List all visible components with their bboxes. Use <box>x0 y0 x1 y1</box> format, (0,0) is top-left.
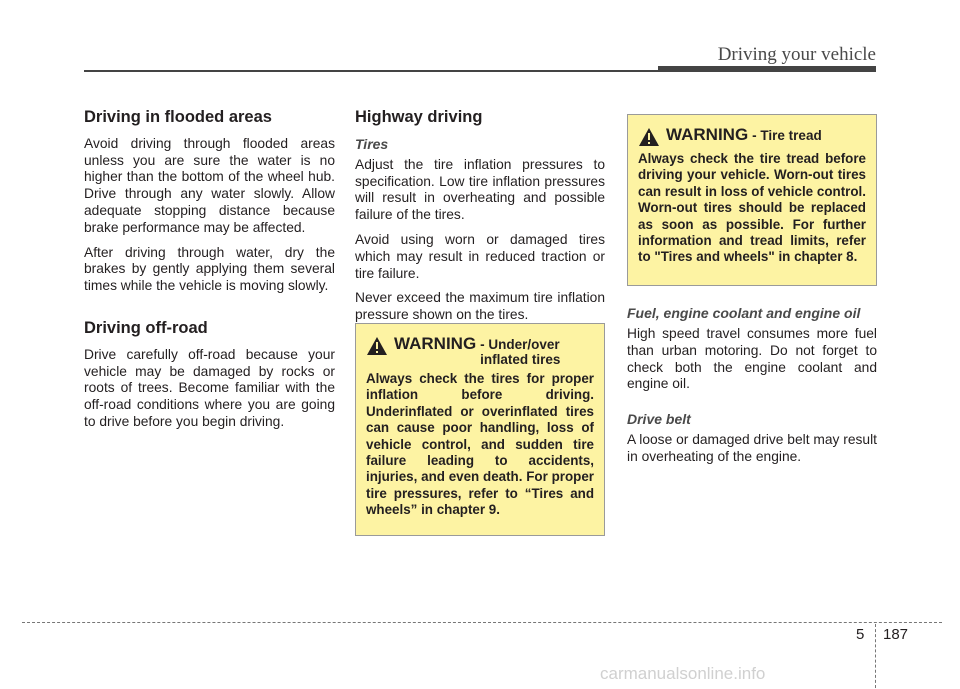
warning-box-tread <box>627 114 877 286</box>
heading-offroad: Driving off-road <box>84 318 208 337</box>
paragraph-fuel: High speed travel consumes more fuel than urban motoring. Do not forget to check both the engine coolant and engine oil. <box>627 326 877 392</box>
chapter-number: 5 <box>856 626 865 643</box>
warning-body: Always check the tires for proper inflation before driving. Underinflated or overinflated tires can cause poor handling, loss of vehicle control, and sudden tire failure leading to accidents, injuries, and even death. For proper tire pressures, refer to “Tires and wheels” in chapter 9. <box>366 371 594 518</box>
section-title: Driving your vehicle <box>717 44 876 65</box>
column-left <box>84 108 335 439</box>
column-middle <box>355 108 605 332</box>
header-rule <box>84 70 660 72</box>
paragraph-tires-1: Adjust the tire inflation pressures to specification. Low tire inflation pressures will result in overheating and possible failure of the tires. <box>355 156 605 223</box>
paragraph-drive-belt: A loose or damaged drive belt may result in overheating of the engine. <box>627 432 878 464</box>
warning-triangle-icon <box>638 127 660 147</box>
page-number: 187 <box>883 626 909 643</box>
paragraph-tires-2: Avoid using worn or damaged tires which may result in reduced traction or tire failure. <box>355 231 605 281</box>
heading-flooded: Driving in flooded areas <box>84 108 272 126</box>
footer-separator <box>875 624 876 688</box>
warning-label: WARNING <box>394 334 477 353</box>
paragraph-flooded-2: After driving through water, dry the brakes by gently applying them several times while the vehicle is moving slowly. <box>84 244 335 294</box>
warning-subtitle: - Under/over inflated tires <box>480 337 561 367</box>
paragraph-tires-3: Never exceed the maximum tire inflation pressure shown on the tires. <box>355 290 605 323</box>
subheading-fuel: Fuel, engine coolant and engine oil <box>627 305 861 321</box>
subheading-tires: Tires <box>355 135 389 152</box>
column-right <box>627 305 877 474</box>
warning-body: Always check the tire tread before driving your vehicle. Worn-out tires can result in loss of vehicle control. Worn-out tires should be replaced as soon as possible. For further information and tread limits, refer to "Tires and wheels" in chapter 8. <box>638 151 866 265</box>
warning-box-inflation <box>355 323 605 536</box>
paragraph-flooded-1: Avoid driving through flooded areas unless you are sure the water is no higher than the bottom of the wheel hub. Drive through any water slowly. Allow adequate stopping distance because brake performance may be affected. <box>84 135 335 235</box>
paragraph-offroad: Drive carefully off-road because your vehicle may be damaged by rocks or roots of trees. Become familiar with the off-road conditions where you are going to drive before you begin driving. <box>84 346 335 429</box>
warning-label: WARNING <box>666 125 749 144</box>
header-rule-accent <box>658 66 876 72</box>
subheading-drive-belt: Drive belt <box>627 411 691 428</box>
footer-divider <box>22 622 942 623</box>
heading-highway: Highway driving <box>355 108 483 126</box>
warning-subtitle: - Tire tread <box>752 128 822 143</box>
watermark: carmanualsonline.info <box>600 664 766 683</box>
warning-triangle-icon <box>366 336 388 356</box>
